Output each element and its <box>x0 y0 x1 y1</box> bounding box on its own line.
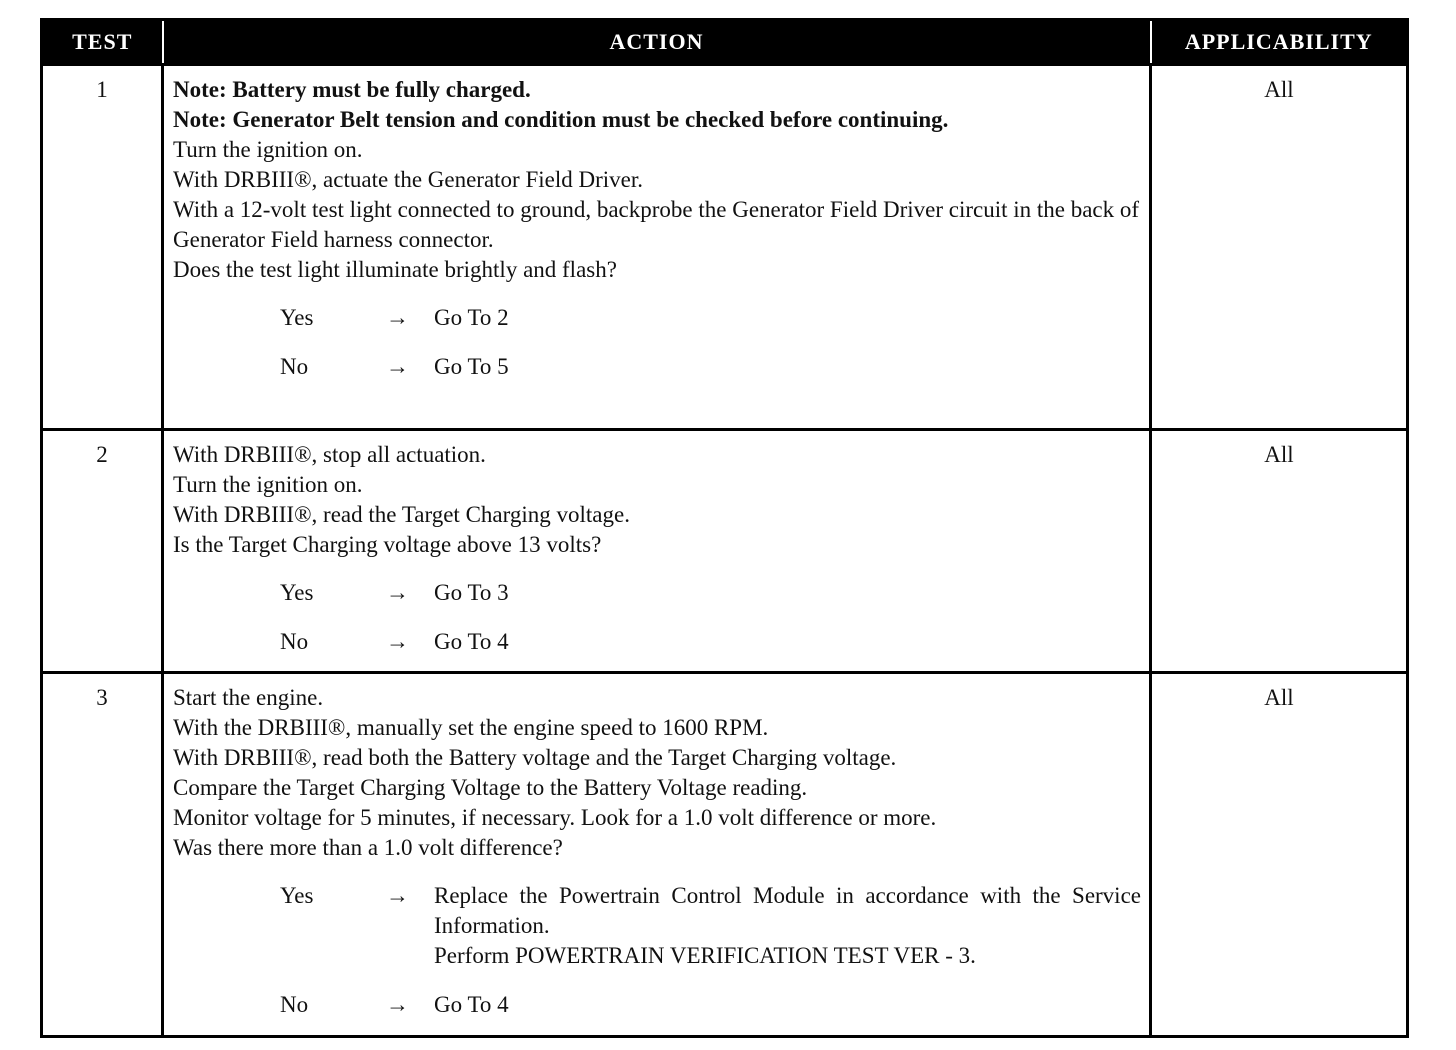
test-number: 3 <box>42 673 163 1037</box>
arrow-icon: → <box>386 992 409 1017</box>
step-line: With a 12-volt test light connected to ground, backprobe the Generator Field Driver circuit in the back of Generator Field harness connector. <box>173 197 1140 252</box>
branch-result: Go To 5 <box>434 354 509 379</box>
table-row <box>42 673 1408 1037</box>
step-line: Is the Target Charging voltage above 13 volts? <box>173 532 602 557</box>
step-line: Compare the Target Charging Voltage to the Battery Voltage reading. <box>173 775 808 800</box>
no-branch <box>173 627 1141 657</box>
step-line: With the DRBIII®, manually set the engine speed to 1600 RPM. <box>173 715 769 740</box>
arrow-icon: → <box>386 580 409 605</box>
branch-label: No <box>280 354 309 379</box>
table-row <box>42 65 1408 430</box>
diagnostic-test-table <box>40 18 1409 1038</box>
test-number: 2 <box>42 430 163 673</box>
arrow-icon: → <box>386 354 409 379</box>
branch-result <box>434 881 1141 971</box>
step-line: Turn the ignition on. <box>173 137 363 162</box>
step-line: Turn the ignition on. <box>173 472 363 497</box>
branch-label: Yes <box>280 580 314 605</box>
arrow-icon: → <box>386 305 409 330</box>
branch-result-line: Perform POWERTRAIN VERIFICATION TEST VER - 3. <box>434 943 976 968</box>
branch-label: Yes <box>280 305 314 330</box>
branch-result: Go To 3 <box>434 580 509 605</box>
applicability-value: All <box>1151 673 1408 1037</box>
yes-branch <box>173 578 1141 608</box>
branch-result: Go To 2 <box>434 305 509 330</box>
no-branch <box>173 352 1141 382</box>
step-line: With DRBIII®, read both the Battery voltage and the Target Charging voltage. <box>173 745 897 770</box>
yes-branch <box>173 881 1141 971</box>
table-row <box>42 430 1408 673</box>
applicability-value: All <box>1151 65 1408 430</box>
step-line: Start the engine. <box>173 685 324 710</box>
action-cell <box>163 65 1151 430</box>
step-line: With DRBIII®, stop all actuation. <box>173 442 486 467</box>
branch-result: Go To 4 <box>434 629 509 654</box>
step-line: Was there more than a 1.0 volt difference? <box>173 835 563 860</box>
test-number: 1 <box>42 65 163 430</box>
no-branch <box>173 990 1141 1020</box>
arrow-icon: → <box>386 883 409 908</box>
applicability-value: All <box>1151 430 1408 673</box>
table-header-row <box>42 20 1408 65</box>
step-line: With DRBIII®, read the Target Charging voltage. <box>173 502 630 527</box>
branch-label: No <box>280 629 309 654</box>
yes-branch <box>173 303 1141 333</box>
branch-label: No <box>280 992 309 1017</box>
action-cell <box>163 430 1151 673</box>
step-line: Monitor voltage for 5 minutes, if necessary. Look for a 1.0 volt difference or more. <box>173 805 937 830</box>
step-line: Does the test light illuminate brightly and flash? <box>173 257 617 282</box>
note-line: Note: Generator Belt tension and condition must be checked before continuing. <box>173 107 949 132</box>
header-test: TEST <box>42 20 163 65</box>
step-line: With DRBIII®, actuate the Generator Field Driver. <box>173 167 644 192</box>
branch-result-line: Replace the Powertrain Control Module in accordance with the Service Information. <box>434 883 1141 938</box>
branch-result: Go To 4 <box>434 992 509 1017</box>
branch-label: Yes <box>280 883 314 908</box>
arrow-icon: → <box>386 629 409 654</box>
action-cell <box>163 673 1151 1037</box>
header-applicability: APPLICABILITY <box>1151 20 1408 65</box>
header-action: ACTION <box>163 20 1151 65</box>
note-line: Note: Battery must be fully charged. <box>173 77 531 102</box>
